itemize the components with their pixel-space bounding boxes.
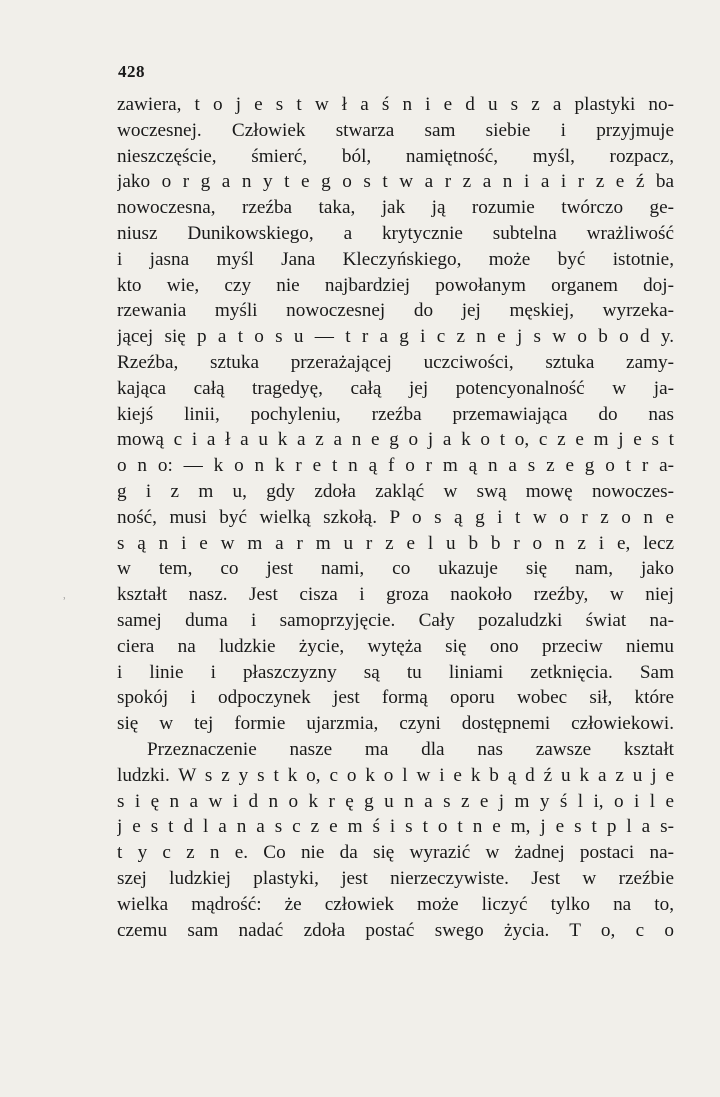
text-line: g i z m u, gdy zdoła zakląć w swą mowę nowoczes- <box>117 480 674 502</box>
text-line: się w tej formie ujarzmia, czyni dostępnemi człowiekowi. <box>117 713 674 735</box>
text-line: mową c i a ł a u k a z a n e g o j a k o t o, c z e m j e s t <box>117 429 674 451</box>
text-line: i linie i płaszczyzny są tu liniami zetknięcia. Sam <box>117 661 674 683</box>
text-line: nowoczesna, rzeźba taka, jak ją rozumie twórczo ge- <box>117 197 674 219</box>
text-line: niusz Dunikowskiego, a krytycznie subtelna wrażliwość <box>117 222 674 244</box>
text-line: Rzeźba, sztuka przerażającej uczciwości, sztuka zamy- <box>117 351 674 373</box>
text-line: o n o: — k o n k r e t n ą f o r m ą n a s z e g o t r a- <box>117 455 674 477</box>
text-line: jako o r g a n y t e g o s t w a r z a n i a i r z e ź ba <box>117 171 674 193</box>
text-line: szej ludzkiej plastyki, jest nierzeczywiste. Jest w rzeźbie <box>117 867 674 889</box>
body-text <box>117 92 674 943</box>
text-line: s ą n i e w m a r m u r z e l u b b r o n z i e, lecz <box>117 532 674 554</box>
text-line: zawiera, t o j e s t w ł a ś n i e d u s z a plastyki no- <box>117 94 674 115</box>
text-line: Przeznaczenie nasze ma dla nas zawsze kształt <box>147 738 674 760</box>
text-line: ciera na ludzkie życie, wytęża się ono przeciw niemu <box>117 635 674 657</box>
text-line: jącej się p a t o s u — t r a g i c z n e j s w o b o d y. <box>117 326 674 348</box>
text-line: woczesnej. Człowiek stwarza sam siebie i przyjmuje <box>117 119 674 141</box>
text-line: rzewania myśli nowoczesnej do jej męskiej, wyrzeka- <box>117 300 674 322</box>
text-line: wielka mądrość: że człowiek może liczyć tylko na to, <box>117 893 674 915</box>
text-line: kająca całą tragedyę, całą jej potencyonalność w ja- <box>117 377 674 399</box>
text-line: ność, musi być wielką szkołą. P o s ą g i t w o r z o n e <box>117 506 674 528</box>
margin-mark: ʾ <box>62 596 67 611</box>
text-line: t y c z n e. Co nie da się wyrazić w żadnej postaci na- <box>117 842 674 864</box>
text-line: nieszczęście, śmierć, ból, namiętność, myśl, rozpacz, <box>117 145 674 167</box>
text-line: w tem, co jest nami, co ukazuje się nam, jako <box>117 558 674 580</box>
page-number: 428 <box>118 62 145 81</box>
text-line: kto wie, czy nie najbardziej powołanym organem doj- <box>117 274 674 296</box>
text-line: kiejś linii, pochyleniu, rzeźba przemawiająca do nas <box>117 403 674 425</box>
text-line: kształt nasz. Jest cisza i groza naokoło rzeźby, w niej <box>117 584 674 606</box>
text-line: spokój i odpoczynek jest formą oporu wobec sił, które <box>117 687 674 709</box>
text-line: s i ę n a w i d n o k r ę g u n a s z e j m y ś l i, o i l e <box>117 790 674 812</box>
text-line: czemu sam nadać zdoła postać swego życia. T o, c o <box>117 919 674 941</box>
text-line: ludzki. W s z y s t k o, c o k o l w i e k b ą d ź u k a z u j e <box>117 764 674 786</box>
text-line: i jasna myśl Jana Kleczyńskiego, może być istotnie, <box>117 248 674 270</box>
text-line: j e s t d l a n a s c z e m ś i s t o t n e m, j e s t p l a s- <box>117 816 674 838</box>
text-line: samej duma i samoprzyjęcie. Cały pozaludzki świat na- <box>117 609 674 631</box>
